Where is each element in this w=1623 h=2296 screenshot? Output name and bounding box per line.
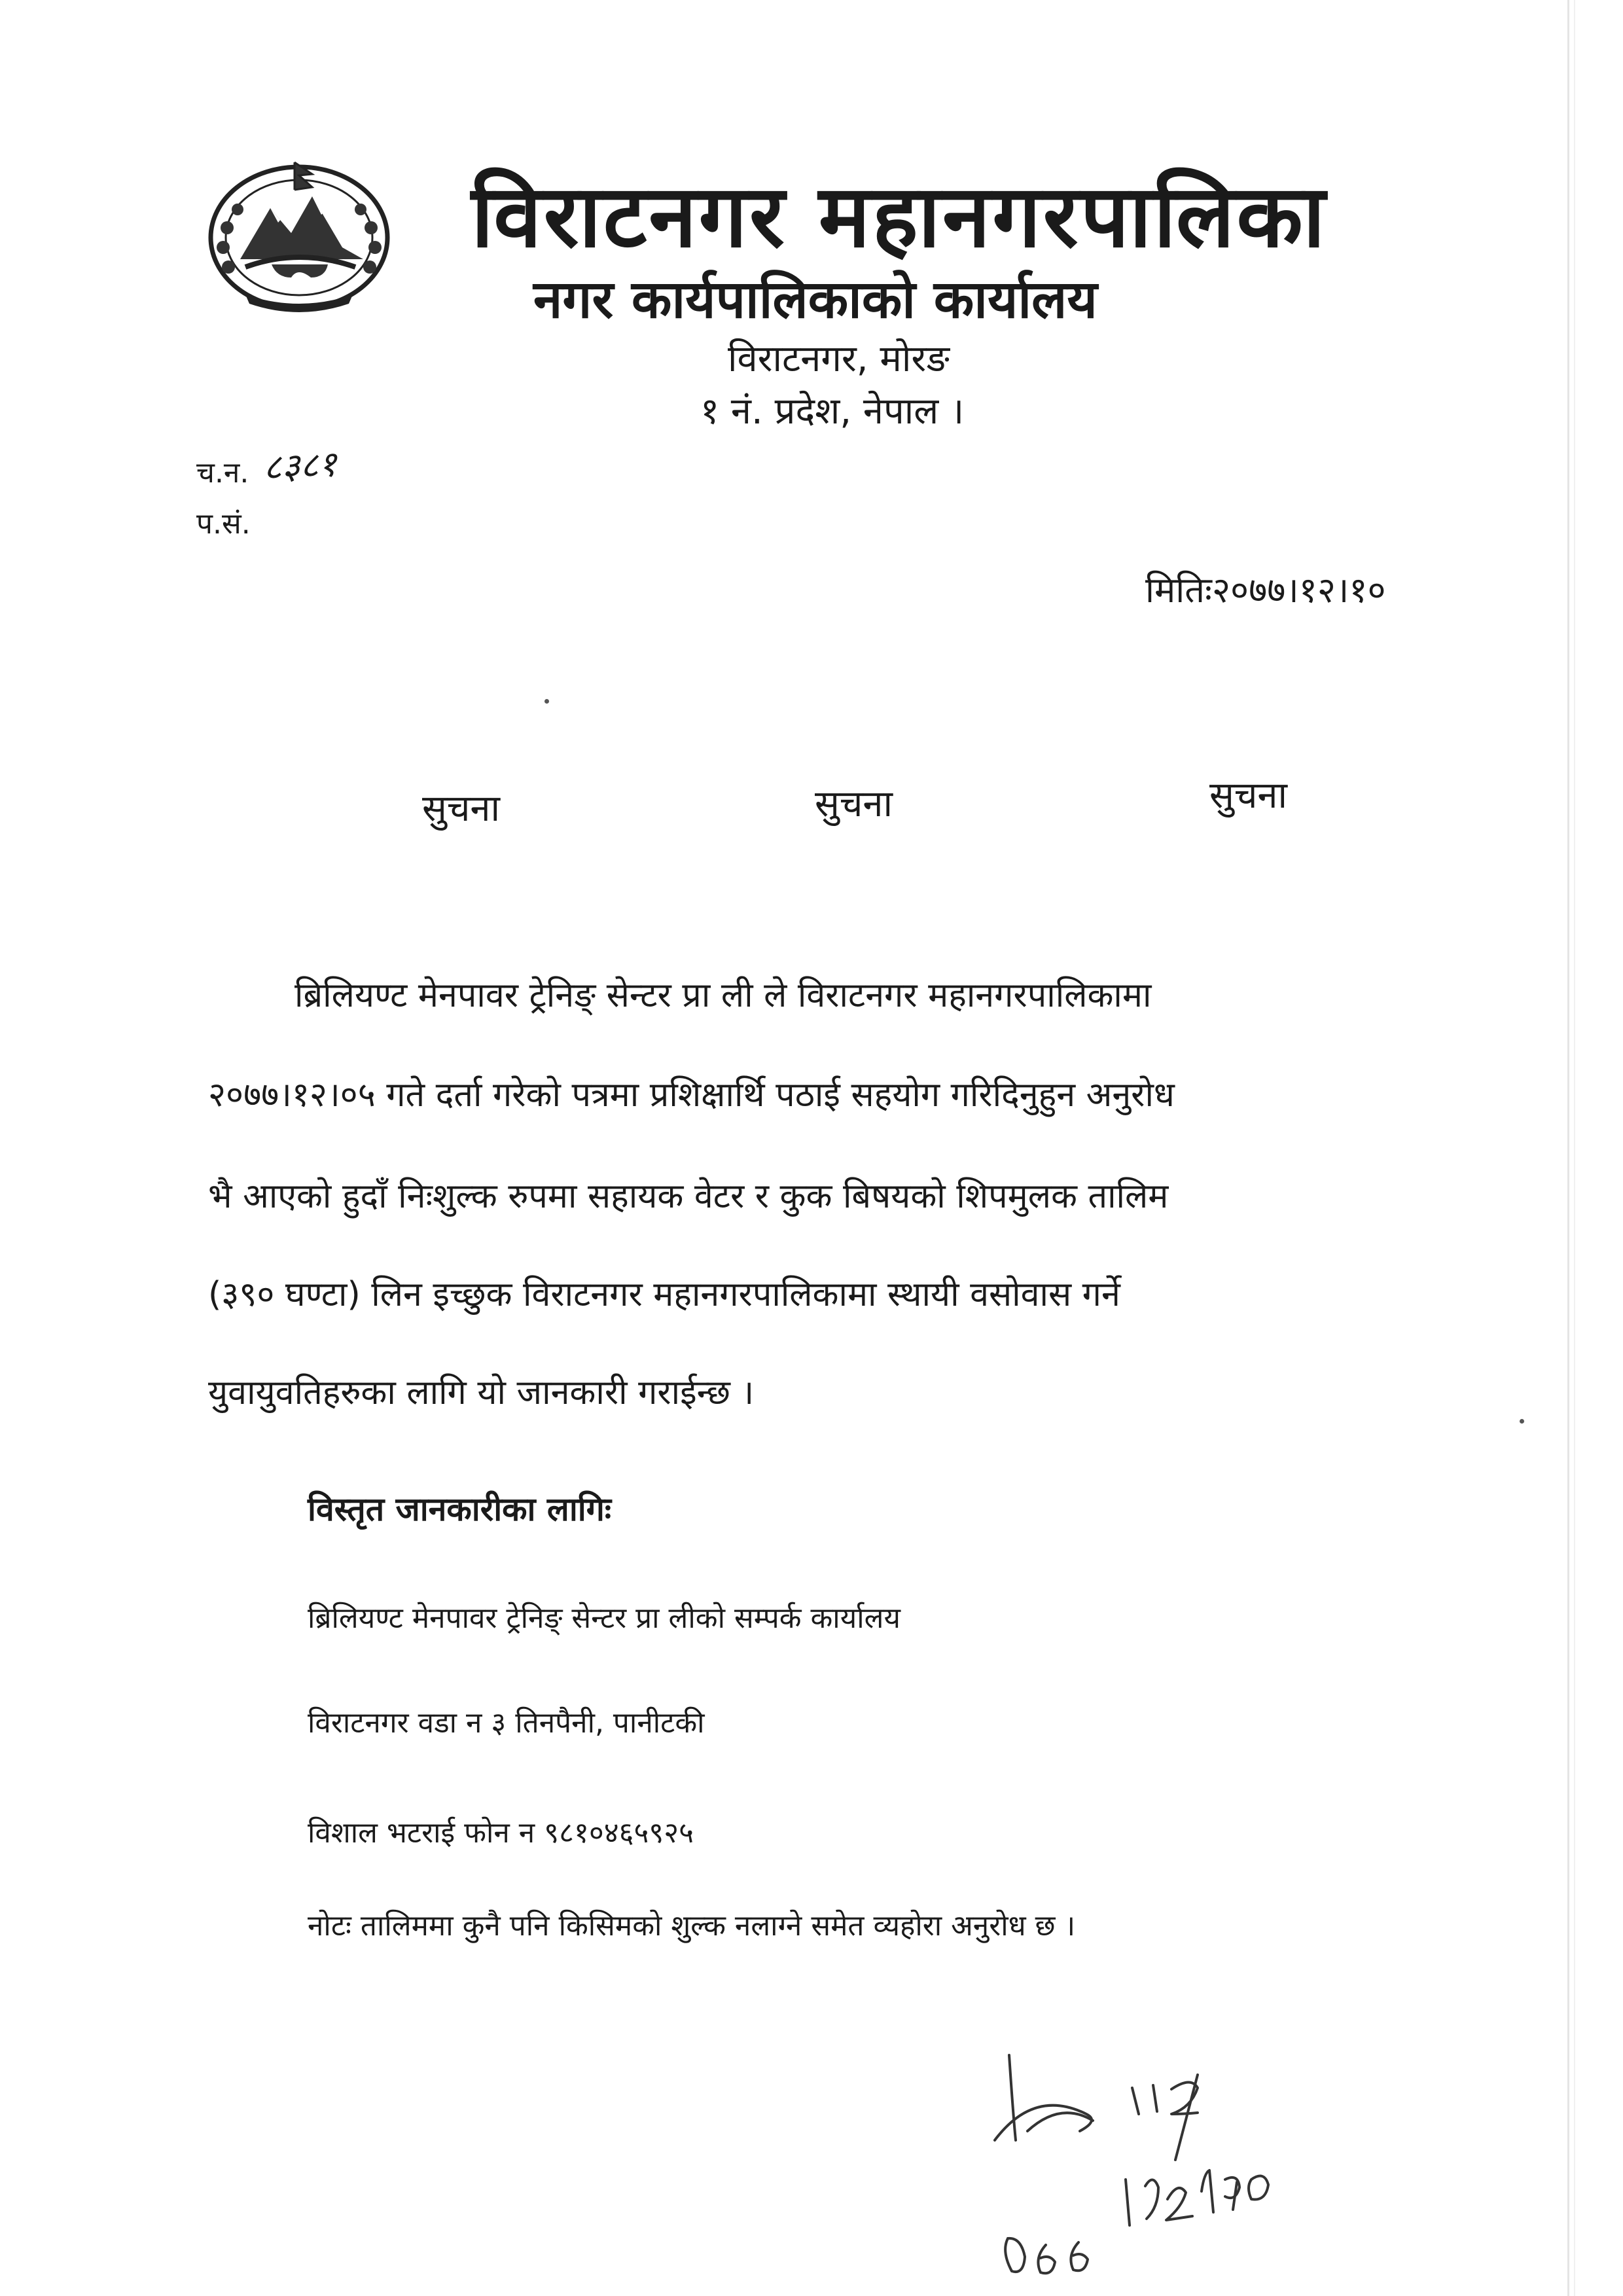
handwritten-signature-icon xyxy=(982,2016,1322,2291)
body-line: भै आएको हुदाँ निःशुल्क रुपमा सहायक वेटर र कुक बिषयको शिपमुलक तालिम xyxy=(208,1177,1169,1216)
body-line: २०७७।१२।०५ गते दर्ता गरेको पत्रमा प्रशिक्षार्थि पठाई सहयोग गरिदिनुहुन अनुरोध xyxy=(208,1075,1175,1115)
letter-date: मितिः२०७७।१२।१० xyxy=(1145,569,1386,611)
notice-heading: सुचना xyxy=(1209,774,1287,817)
body-line: ब्रिलियण्ट मेनपावर ट्रेनिङ् सेन्टर प्रा ली ले विराटनगर महानगरपालिकामा xyxy=(294,976,1152,1015)
contact-heading: विस्तृत जानकारीका लागिः xyxy=(308,1490,611,1528)
organization-name: विराटनगर महानगरपालिका xyxy=(471,166,1327,267)
note-line: नोटः तालिममा कुनै पनि किसिमको शुल्क नलाग्ने समेत व्यहोरा अनुरोध छ । xyxy=(308,1909,1076,1943)
body-line: (३९० घण्टा) लिन इच्छुक विराटनगर महानगरपालिकामा स्थायी वसोवास गर्ने xyxy=(208,1275,1120,1314)
pa-sa-label: प.सं. xyxy=(196,507,251,541)
nepal-government-emblem-icon xyxy=(200,149,399,319)
contact-line: ब्रिलियण्ट मेनपावर ट्रेनिङ् सेन्टर प्रा लीको सम्पर्क कार्यालय xyxy=(308,1602,901,1635)
body-line: युवायुवतिहरुका लागि यो जानकारी गराईन्छ । xyxy=(208,1373,755,1412)
address-line-1: विराटनगर, मोरङ xyxy=(728,338,950,380)
address-line-2: १ नं. प्रदेश, नेपाल । xyxy=(700,390,965,433)
cha-na-label: च.न. xyxy=(196,456,249,490)
contact-line: विशाल भटराई फोन न ९८१०४६५९२५ xyxy=(308,1816,694,1850)
scan-speck xyxy=(1520,1419,1524,1424)
cha-na-handwritten-number: ८३८१ xyxy=(262,443,338,488)
contact-line: विराटनगर वडा न ३ तिनपैनी, पानीटकी xyxy=(308,1706,705,1740)
notice-heading: सुचना xyxy=(422,787,500,830)
scan-speck xyxy=(544,699,549,704)
office-name: नगर कार्यपालिकाको कार्यालय xyxy=(533,269,1097,330)
page-edge-secondary xyxy=(1574,0,1575,2296)
notice-heading: सुचना xyxy=(815,783,893,825)
page-edge xyxy=(1567,0,1569,2296)
